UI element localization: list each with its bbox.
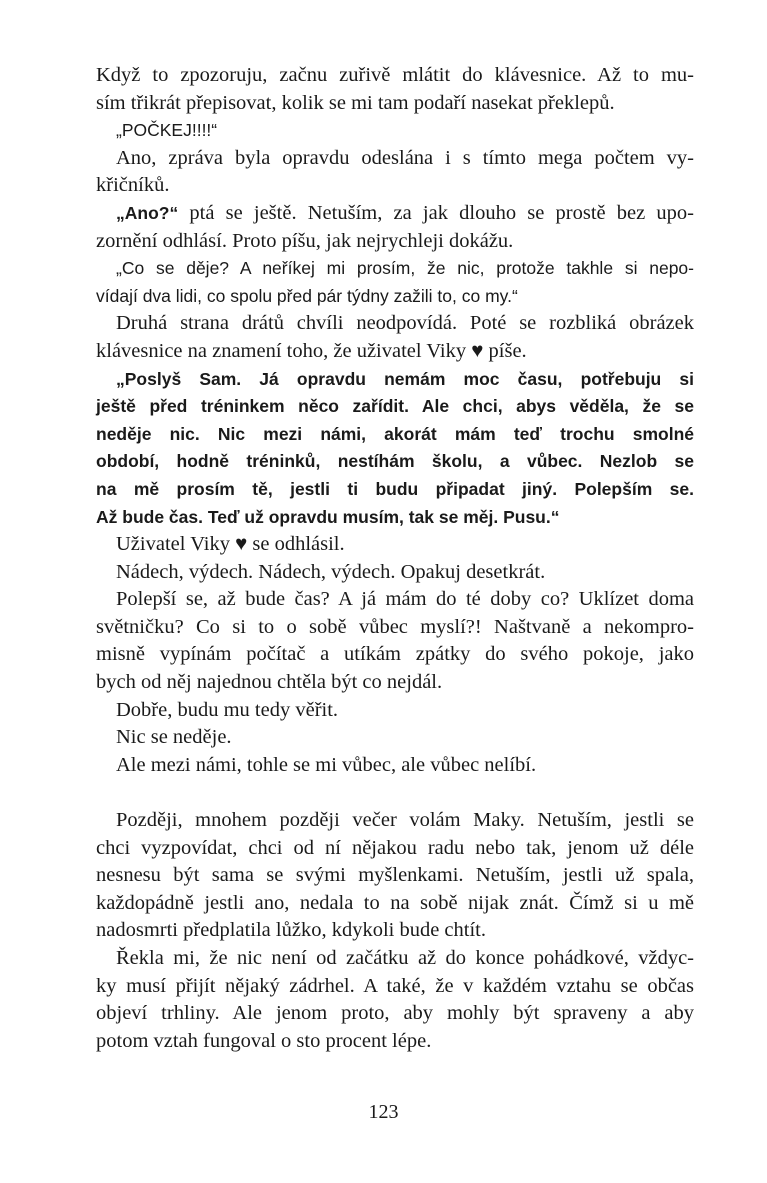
page-number: 123 <box>368 1101 399 1123</box>
text-line: nesnesu být sama se svými myšlenkami. Netuším, jestli už spala, <box>96 864 694 887</box>
chat-message: období, hodně tréninků, nestíhám školu, a vůbec. Nezlob se <box>96 451 694 472</box>
text-line: nadosmrti předplatila lůžko, kdykoli bude chtít. <box>96 919 486 942</box>
text-line: Dobře, budu mu tedy věřit. <box>116 698 339 721</box>
text-line: Nic se neděje. <box>116 726 232 749</box>
text-line: ky musí přijít nějaký zádrhel. A také, že v každém vztahu se občas <box>96 974 694 997</box>
text-line: Druhá strana drátů chvíli neodpovídá. Poté se rozbliká obrázek <box>116 312 694 335</box>
text-line: bych od něj najednou chtěla být co nejdál. <box>96 671 443 694</box>
text-line <box>96 200 694 228</box>
text-line: světničku? Co si to o sobě vůbec myslí?! Naštvaně a nekompro- <box>96 615 694 638</box>
text-line: každopádně jestli ano, nedala to na sobě nijak znát. Čímž si u mě <box>96 891 694 914</box>
text-line: Uživatel Viky ♥ se odhlásil. <box>116 533 345 556</box>
book-page-text <box>96 62 694 1055</box>
text-line: sím třikrát přepisovat, kolik se mi tam podaří nasekat překlepů. <box>96 91 615 114</box>
chat-message: „Ano?“ <box>116 202 179 223</box>
chat-message: „Poslyš Sam. Já opravdu nemám moc času, potřebuju si <box>116 368 694 389</box>
text-line: křičníků. <box>96 174 170 197</box>
text-line: Řekla mi, že nic není od začátku až do konce pohádkové, vždyc- <box>116 947 694 969</box>
chat-message: Až bude čas. Teď už opravdu musím, tak se měj. Pusu.“ <box>96 506 560 527</box>
text-line: Později, mnohem později večer volám Maky. Netuším, jestli se <box>116 809 694 832</box>
chat-message: „Co se děje? A neříkej mi prosím, že nic, protože takhle si nepo- <box>116 258 694 279</box>
chat-message: neděje nic. Nic mezi námi, akorát mám teď trochu smolné <box>96 423 694 444</box>
text-fragment: ptá se ještě. Netuším, za jak dlouho se prostě bez upo- <box>178 201 694 224</box>
text-line: Ale mezi námi, tohle se mi vůbec, ale vůbec nelíbí. <box>116 753 537 776</box>
chat-message: vídají dva lidi, co spolu před pár týdny zažili to, co my.“ <box>96 285 518 306</box>
chat-message: „POČKEJ!!!!“ <box>116 120 218 141</box>
chat-message: na mě prosím tě, jestli ti budu připadat jiný. Polepším se. <box>96 478 694 499</box>
text-line: chci vyzpovídat, chci od ní nějakou radu nebo tak, jenom už déle <box>96 836 694 859</box>
text-line: potom vztah fungoval o sto procent lépe. <box>96 1029 432 1052</box>
text-line: objeví trhliny. Ale jenom proto, aby mohly být spraveny a aby <box>96 1002 694 1025</box>
text-line: Polepší se, až bude čas? A já mám do té doby co? Uklízet doma <box>116 588 694 611</box>
text-line: misně vypínám počítač a utíkám zpátky do svého pokoje, jako <box>96 643 694 666</box>
text-line: zornění odhlásí. Proto píšu, jak nejrychleji dokážu. <box>96 229 514 252</box>
section-break <box>96 779 694 807</box>
text-line: Ano, zpráva byla opravdu odeslána i s tímto mega počtem vy- <box>116 146 694 169</box>
text-line: Nádech, výdech. Nádech, výdech. Opakuj desetkrát. <box>116 560 546 583</box>
text-line: klávesnice na znamení toho, že uživatel Viky ♥ píše. <box>96 339 527 362</box>
text-line: Když to zpozoruju, začnu zuřivě mlátit do klávesnice. Až to mu- <box>96 64 694 86</box>
chat-message: ještě před tréninkem něco zařídit. Ale chci, abys věděla, že se <box>96 396 694 417</box>
